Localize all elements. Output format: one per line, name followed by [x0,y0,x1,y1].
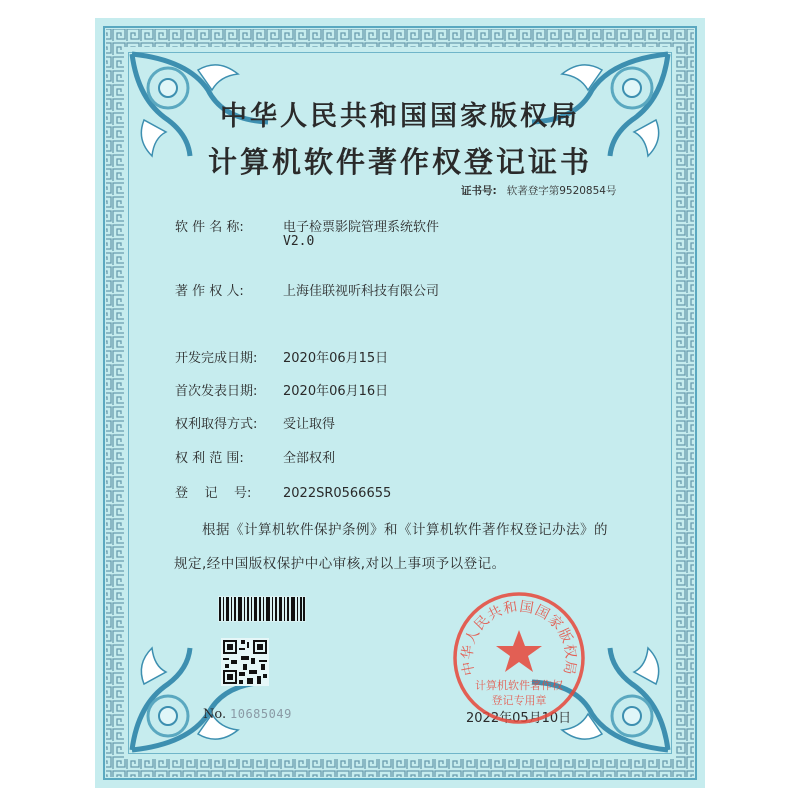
software-name-label: 软 件 名 称: [175,220,244,235]
scope-of-rights-value: 全部权利 [283,451,336,466]
software-name-value: 电子检票影院管理系统软件 [283,220,440,235]
scope-of-rights-label: 权 利 范 围: [175,451,244,466]
field-copyright-owner [175,280,439,299]
first-publication-date-label: 首次发表日期: [175,384,258,399]
field-registration-number [175,482,391,501]
completion-date-label: 开发完成日期: [175,351,258,366]
field-first-publication-date [175,380,388,399]
svg-text:中华人民共和国国家版权局: 中华人民共和国国家版权局 [459,598,579,677]
certificate-number [461,183,616,198]
copyright-owner-value: 上海佳联视听科技有限公司 [283,284,440,299]
field-acquisition-method [175,413,335,432]
software-version: V2.0 [283,234,315,249]
certificate-number-label: 证书号: [461,185,497,197]
acquisition-method-value: 受让取得 [283,417,336,432]
copyright-owner-label: 著 作 权 人: [175,284,244,299]
certificate-title: 计算机软件著作权登记证书 [207,145,592,179]
qr-code [221,638,269,686]
official-seal [451,590,587,726]
issue-date: 2022年05月10日 [466,711,572,726]
serial-label: No. [203,707,227,722]
first-publication-date-value: 2020年06月16日 [283,384,389,399]
registration-number-value: 2022SR0566655 [283,486,392,501]
statement-line-2: 规定,经中国版权保护中心审核,对以上事项予以登记。 [174,556,506,572]
field-scope-of-rights [175,447,335,466]
acquisition-method-label: 权利取得方式: [175,417,258,432]
statement-line-1: 根据《计算机软件保护条例》和《计算机软件著作权登记办法》的 [202,522,608,538]
field-completion-date [175,347,388,366]
field-software-name [175,216,439,235]
completion-date-value: 2020年06月15日 [283,351,389,366]
issuer-heading: 中华人民共和国国家版权局 [220,101,580,132]
serial-number: 10685049 [230,707,292,721]
registration-number-label: 登 记 号: [175,486,252,501]
certificate-number-value: 软著登字第9520854号 [506,185,617,197]
seal-line-2: 登记专用章 [491,694,547,707]
barcode [218,596,306,622]
seal-line-1: 计算机软件著作权 [475,679,563,692]
